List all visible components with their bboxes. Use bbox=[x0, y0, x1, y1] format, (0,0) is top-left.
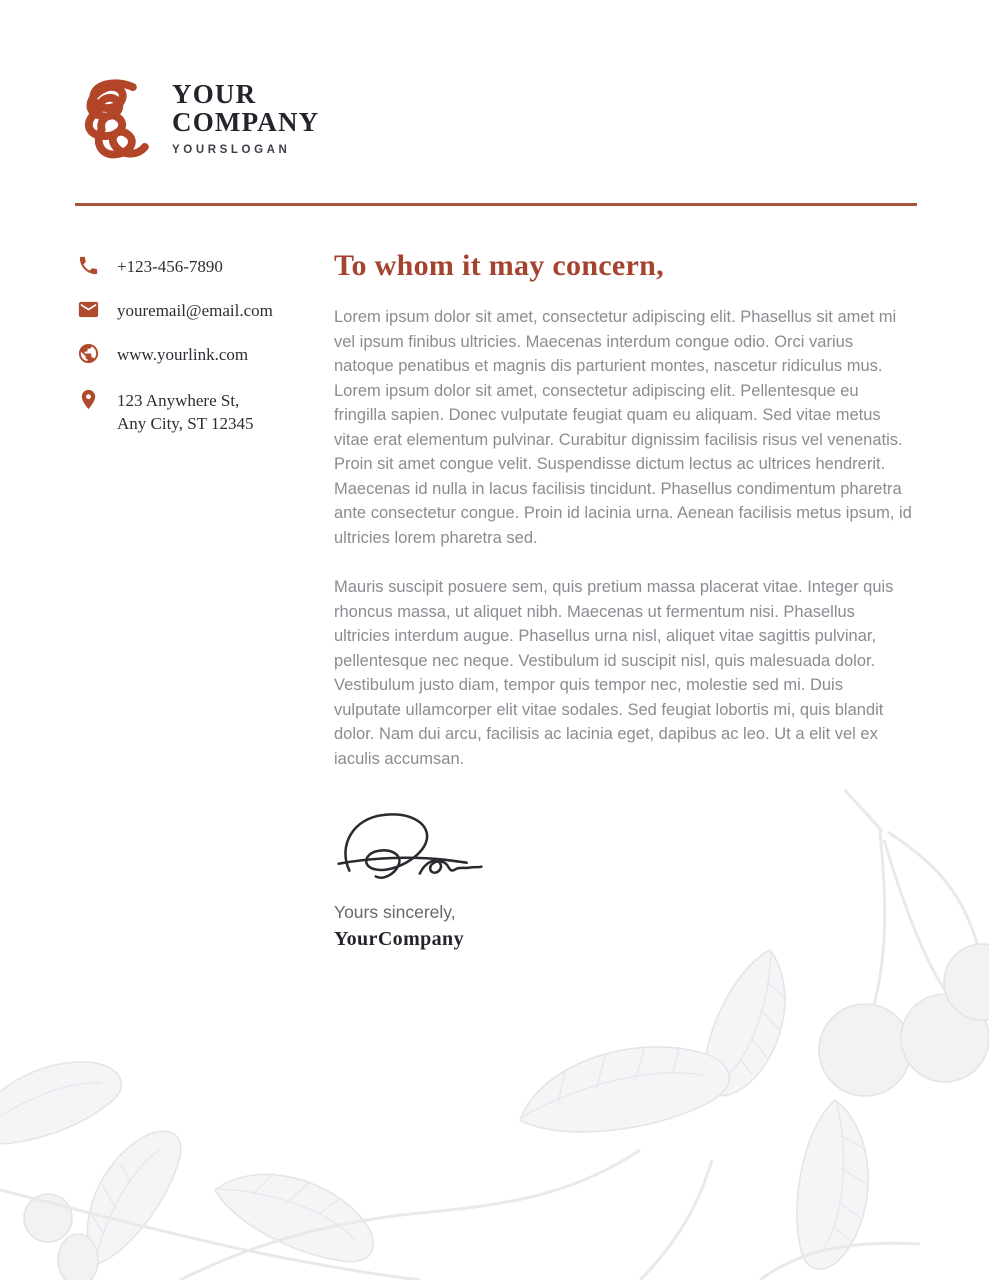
letter-paragraph-2: Mauris suscipit posuere sem, quis pretium massa placerat vitae. Integer quis rhoncus massa, ut aliquet nibh. Maecenas ut fermentum nisi. Phasellus ultricies interdum augue. Phasellus urna nisl, aliquet vitae sagittis pulvinar, pellentesque nec neque. Vestibulum id suscipit nisl, quis malesuada dolor. Vestibulum justo diam, tempor quis tempor nec, molestie sed mi. Duis vulputate ullamcorper elit vitae sodales. Sed feugiat lobortis mi, quis blandit dolor. Nam dui arcu, facilisis ac lacinia eget, dapibus ac leo. Ut a elit vel ex iaculis accumsan. bbox=[334, 578, 894, 768]
brand-text-block bbox=[172, 80, 319, 156]
website-url: www.yourlink.com bbox=[117, 345, 249, 364]
phone-number: +123-456-7890 bbox=[117, 257, 223, 276]
header-divider-line bbox=[75, 203, 917, 206]
globe-icon bbox=[77, 342, 100, 365]
signature-block bbox=[334, 808, 484, 951]
phone-icon bbox=[77, 254, 100, 277]
handwritten-signature-image bbox=[334, 808, 484, 896]
postal-address bbox=[117, 388, 254, 435]
company-slogan: YOURSLOGAN bbox=[172, 144, 291, 156]
email-address: youremail@email.com bbox=[117, 301, 273, 320]
letter-salutation: To whom it may concern, bbox=[334, 249, 664, 282]
address-line1: 123 Anywhere St, bbox=[117, 391, 240, 410]
company-name-line1: YOUR bbox=[172, 79, 257, 109]
location-pin-icon bbox=[77, 388, 100, 411]
envelope-icon bbox=[77, 298, 100, 321]
company-name-line2: COMPANY bbox=[172, 107, 320, 137]
letter-body bbox=[334, 248, 914, 796]
company-logo-icon bbox=[74, 76, 166, 170]
letter-paragraph-1: Lorem ipsum dolor sit amet, consectetur adipiscing elit. Phasellus sit amet mi vel ipsum finibus ultricies. Maecenas interdum congue odio. Orci varius natoque penatibus et magnis dis parturient montes, nascetur ridiculus mus. Lorem ipsum dolor sit amet, consectetur adipiscing elit. Pellentesque eu fringilla sapien. Donec vulputate feugiat quam eu aliquam. Sed vitae metus vitae erat elementum pulvinar. Curabitur dignissim facilisis risus vel venenatis. Proin sit amet congue velit. Suspendisse dictum lectus ac ultrices hendrerit. Maecenas id nulla in lacus facilisis tincidunt. Phasellus condimentum pharetra ante consectetur congue. Proin id lacinia urna. Aenean facilisis metus ipsum, id ultricies lorem pharetra sed. bbox=[334, 308, 912, 547]
contact-row-website bbox=[77, 342, 248, 366]
contact-row-email bbox=[77, 298, 273, 322]
signature-name: YourCompany bbox=[334, 928, 464, 950]
address-line2: Any City, ST 12345 bbox=[117, 414, 254, 433]
contact-row-phone bbox=[77, 254, 223, 278]
contact-row-address bbox=[77, 388, 254, 435]
botanical-background-illustration bbox=[0, 720, 989, 1280]
letter-closing: Yours sincerely, bbox=[334, 902, 456, 922]
